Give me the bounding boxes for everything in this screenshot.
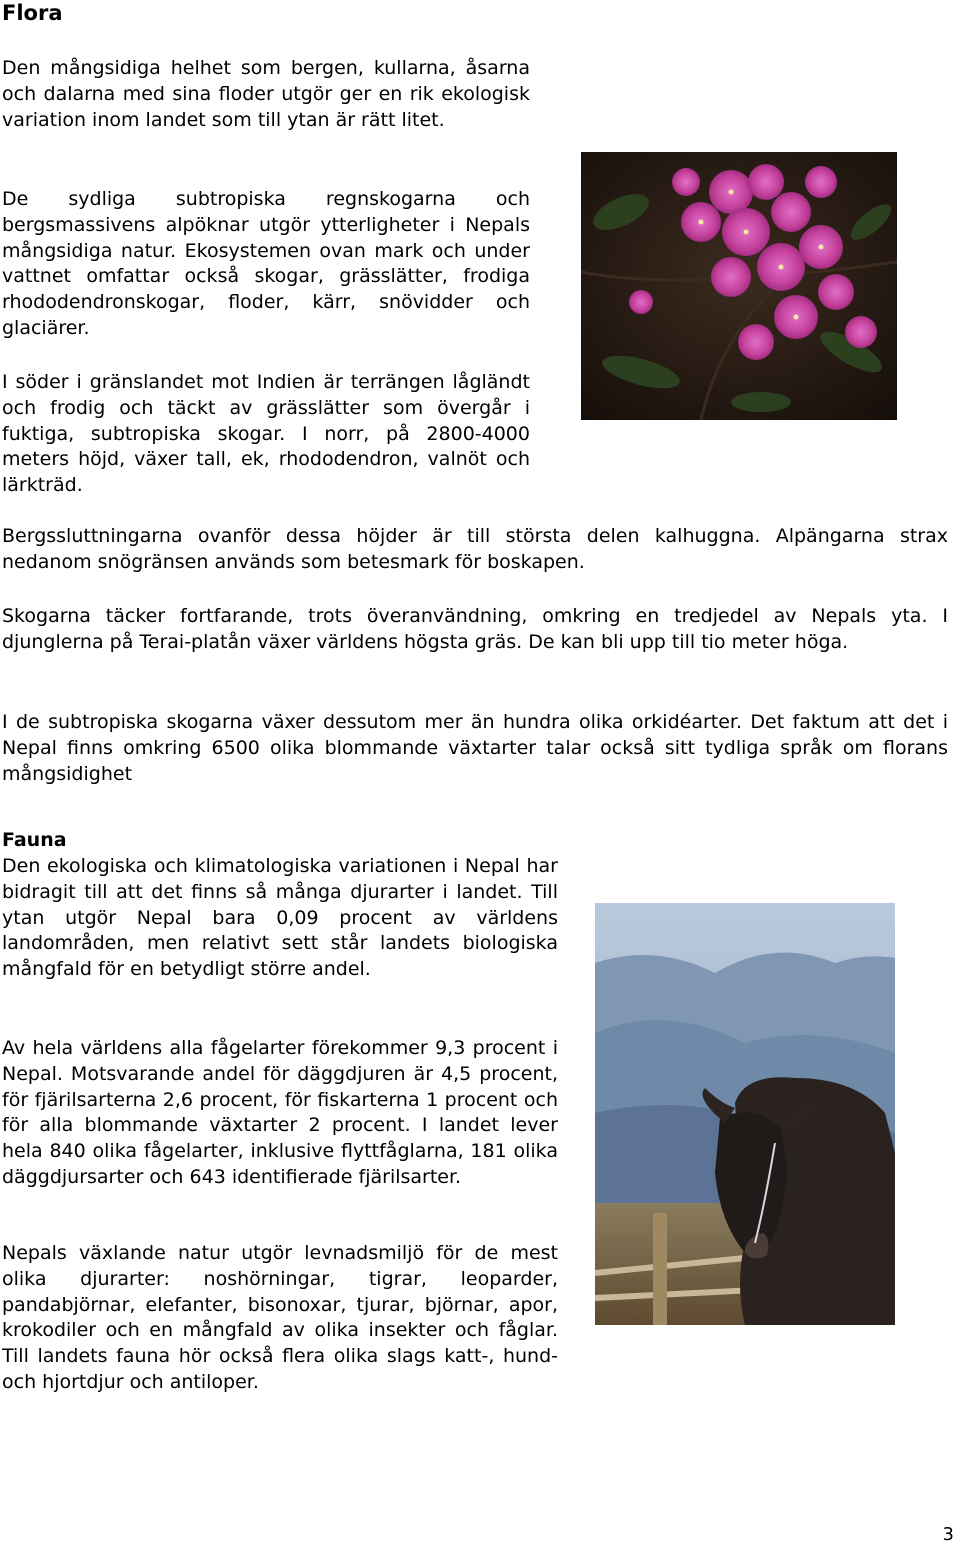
flora-paragraph-2: De sydliga subtropiska regnskogarna och bergsmassivens alpöknar utgör ytterligheter i Nepals mångsidiga natur. Ekosystemen ovan mark och under vattnet omfattar också skogar, grässlätter, frodiga rhododendronskogar, floder, kärr, snövidder och glaciärer.	[2, 188, 530, 339]
flora-paragraph-3: I söder i gränslandet mot Indien är terrängen lågländt och frodig och täckt av grässlätter som övergår i fuktiga, subtropiska skogar. I norr, på 2800-4000 meters höjd, växer tall, ek, rhododendron, valnöt och lärkträd.	[2, 371, 530, 497]
fauna-paragraph-1: Den ekologiska och klimatologiska variationen i Nepal har bidragit till att det finns så många djurarter i landet. Till ytan utgör Nepal bara 0,09 procent av världens landområden, men relativt sett står landets biologiska mångfald för en betydligt större andel.	[2, 855, 558, 981]
flora-paragraph-1: Den mångsidiga helhet som bergen, kullarna, åsarna och dalarna med sina floder utgör ger en rik ekologisk variation inom landet som till ytan är rätt litet.	[2, 57, 530, 131]
flower-photo	[581, 152, 897, 420]
flora-paragraph-5: Skogarna täcker fortfarande, trots överanvändning, omkring en tredjedel av Nepals yta. I djunglerna på Terai-platån växer världens högsta gräs. De kan bli upp till tio meter höga.	[2, 605, 948, 653]
flora-paragraph-6: I de subtropiska skogarna växer dessutom mer än hundra olika orkidéarter. Det faktum att det i Nepal finns omkring 6500 olika blommande växtarter talar också sitt tydliga språk om florans mångsidighet	[2, 711, 948, 785]
flora-paragraph-4: Bergssluttningarna ovanför dessa höjder är till största delen kalhuggna. Alpängarna strax nedanom snögränsen används som betesmark för boskapen.	[2, 525, 948, 573]
page-number: 3	[942, 1524, 954, 1545]
water-buffalo-photo	[595, 903, 895, 1325]
fauna-heading: Fauna	[2, 829, 67, 851]
flora-heading: Flora	[2, 1, 63, 25]
fauna-paragraph-3: Nepals växlande natur utgör levnadsmiljö för de mest olika djurarter: noshörningar, tigrar, leoparder, pandabjörnar, elefanter, bisonoxar, tjurar, björnar, apor, krokodiler och en mångfald av olika insekter och fåglar. Till landets fauna hör också flera olika slags katt-, hund- och hjortdjur och antiloper.	[2, 1242, 558, 1393]
fauna-paragraph-2: Av hela världens alla fågelarter förekommer 9,3 procent i Nepal. Motsvarande andel för däggdjuren är 4,5 procent, för fjärilsarterna 2,6 procent, för fiskarterna 1 procent och för alla blommande växtarter 2 procent. I landet lever hela 840 olika fågelarter, inklusive flyttfåglarna, 181 olika däggdjursarter och 643 identifierade fjärilsarter.	[2, 1037, 558, 1188]
